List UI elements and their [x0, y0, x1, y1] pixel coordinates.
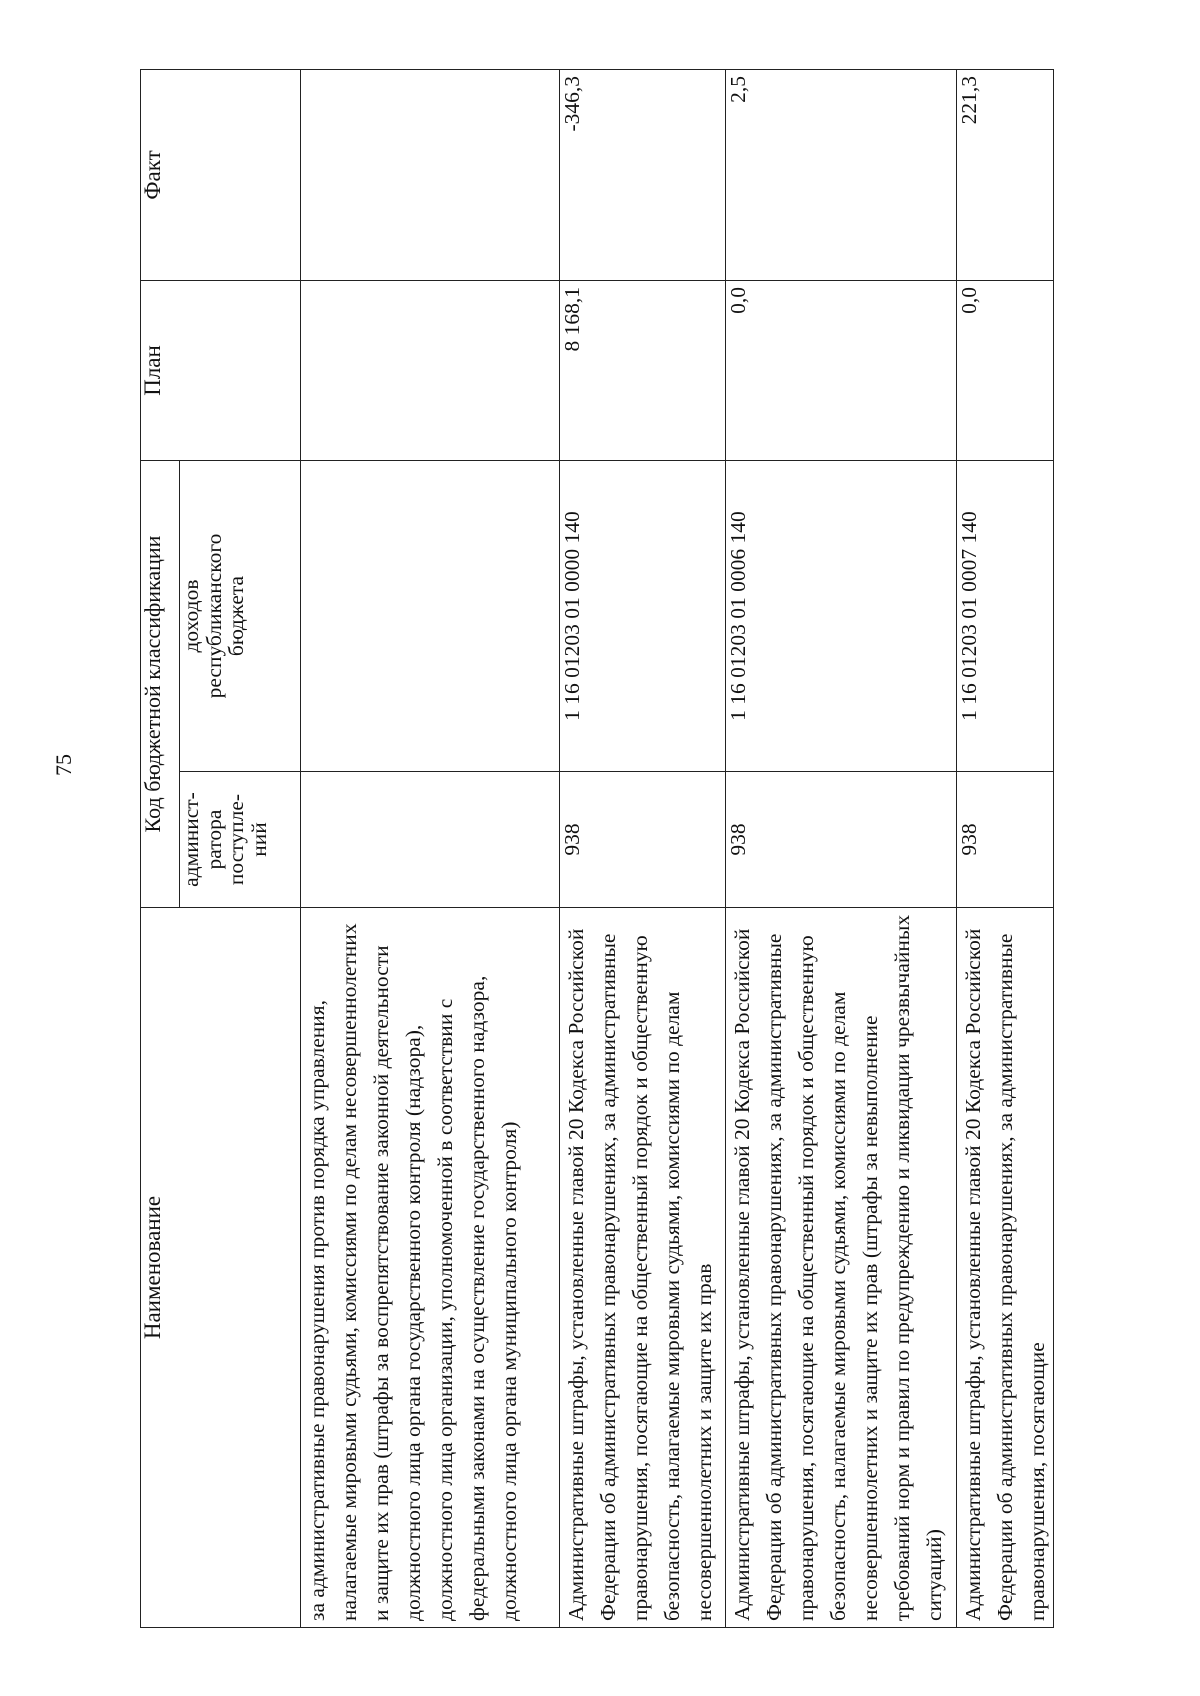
budget-table: [140, 69, 1054, 1628]
table-row: [957, 69, 1054, 1627]
row-fact: [301, 69, 560, 280]
header-admin: админист- ратора поступле- ний: [180, 772, 301, 908]
row-fact: -346,3: [560, 69, 726, 280]
row-admin-code: [301, 772, 560, 908]
row-admin-code: 938: [957, 772, 1054, 908]
table-row: [301, 69, 560, 1627]
header-plan: План: [141, 280, 301, 460]
header-name: Наименование: [141, 908, 301, 1628]
row-admin-code: 938: [726, 772, 957, 908]
page-number: 75: [51, 754, 76, 776]
row-plan: 0,0: [957, 280, 1054, 460]
row-plan: 0,0: [726, 280, 957, 460]
header-fact: Факт: [141, 69, 301, 280]
row-name: Административные штрафы, установленные главой 20 Кодекса Российской Федерации об административных правонарушениях, за административные правонарушения, посягающие на общественный порядок и общественную безопасность, налагаемые мировыми судьями, комиссиями по делам несовершеннолетних и защите их прав (штрафы за невыполнение требований норм и правил по предупреждению и ликвидации чрезвычайных ситуаций): [726, 908, 957, 1628]
row-fact: 2,5: [726, 69, 957, 280]
row-income-code: 1 16 01203 01 0000 140: [560, 460, 726, 771]
header-code-group: Код бюджетной классификации: [141, 460, 180, 907]
row-plan: [301, 280, 560, 460]
row-admin-code: 938: [560, 772, 726, 908]
row-income-code: [301, 460, 560, 771]
header-income: доходов республиканского бюджета: [180, 460, 301, 771]
row-income-code: 1 16 01203 01 0007 140: [957, 460, 1054, 771]
row-income-code: 1 16 01203 01 0006 140: [726, 460, 957, 771]
rotated-table-container: [140, 70, 1049, 1628]
table-row: [560, 69, 726, 1627]
row-name: Административные штрафы, установленные главой 20 Кодекса Российской Федерации об административных правонарушениях, за административные правонарушения, посягающие: [957, 908, 1054, 1628]
row-fact: 221,3: [957, 69, 1054, 280]
row-name: Административные штрафы, установленные главой 20 Кодекса Российской Федерации об административных правонарушениях, за административные правонарушения, посягающие на общественный порядок и общественную безопасность, налагаемые мировыми судьями, комиссиями по делам несовершеннолетних и защите их прав: [560, 908, 726, 1628]
table-row: [726, 69, 957, 1627]
row-name: за административные правонарушения против порядка управления, налагаемые мировыми судьями, комиссиями по делам несовершеннолетних и защите их прав (штрафы за воспрепятствование законной деятельности должностного лица органа государственного контроля (надзора), должностного лица организации, уполномоченной в соответствии с федеральными законами на осуществление государственного надзора, должностного лица органа муниципального контроля): [301, 908, 560, 1628]
row-plan: 8 168,1: [560, 280, 726, 460]
